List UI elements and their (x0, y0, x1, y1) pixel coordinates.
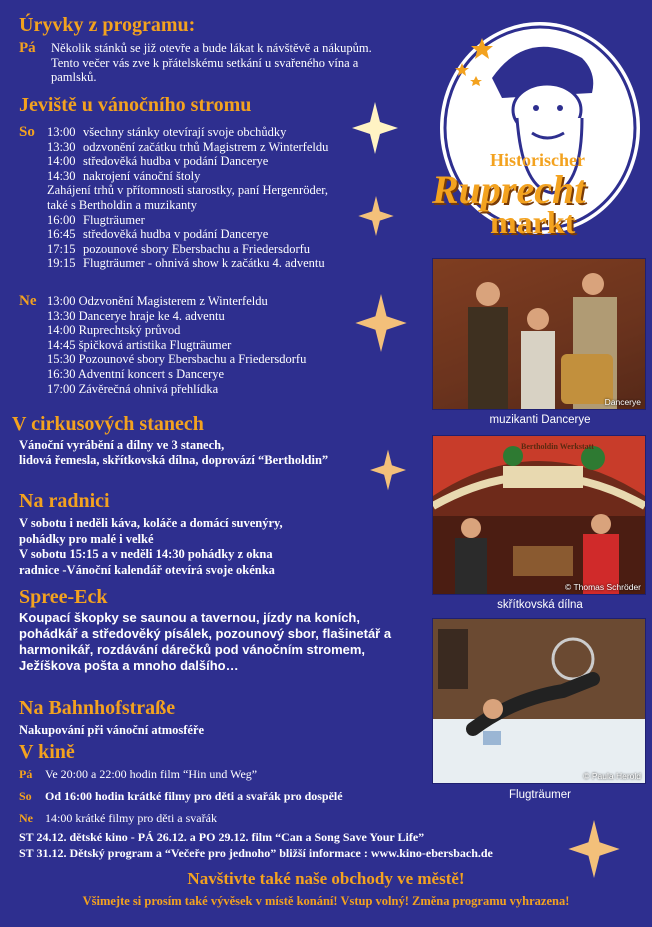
musicians-image (433, 259, 645, 409)
star-icon (352, 102, 398, 154)
section-title-spree: Spree-Eck (19, 586, 108, 608)
photo-workshop (432, 435, 646, 595)
photo-credit: © Paula Herold (583, 771, 641, 781)
day-label: Pá (19, 40, 36, 56)
text-line: Vánoční vyrábění a dílny ve 3 stanech, (19, 438, 225, 452)
radnice-text (19, 516, 419, 578)
schedule-row: 16:45 středověká hudba v podání Dancerye (47, 227, 269, 242)
footer-note: Všimejte si prosím také vývěsek v místě konání! Vstup volný! Změna programu vyhrazena! (82, 894, 570, 908)
schedule-row: 17:00 Závěrečná ohnivá přehlídka (47, 381, 219, 396)
logo-line1: Historischer (490, 150, 585, 170)
star-icon (568, 820, 620, 878)
photo-credit: © Thomas Schröder (564, 582, 641, 592)
text-line: Koupací škopky se saunou a tavernou, jízdy na koních, (19, 610, 360, 625)
schedule-row: Zahájení trhů v přítomnosti starostky, paní Hergenröder, (47, 183, 329, 198)
saturday-schedule (47, 125, 377, 271)
footer-call: Navštivte také naše obchody ve městě! (187, 869, 465, 888)
star-icon (358, 196, 394, 236)
schedule-row: 14:00 středověká hudba v podání Danceryе (47, 154, 269, 169)
logo-line2: Ruprecht (432, 167, 586, 212)
star-icon (370, 448, 406, 492)
text-line: Tento večer vás zve k přátelskému setkání u svařeného vína a (51, 55, 359, 70)
schedule-row: 13:00 všechny stánky otevírají svoje obchůdky (47, 125, 287, 139)
schedule-row: 14:45 špičková artistika Flugträumer (47, 337, 232, 352)
kino-row: Ne 14:00 krátké filmy pro děti a svařák (19, 811, 217, 825)
text-line: Ježíškova pošta a mnoho dalšího… (19, 658, 239, 673)
section-title-uryvky: Úryvky z programu: (19, 14, 196, 36)
kino-row: Pá Ve 20:00 a 22:00 hodin film “Hin und Weg” (19, 767, 258, 781)
text-line: V sobotu 15:15 a v neděli 14:30 pohádky z okna (19, 547, 273, 561)
day-label: Ne (19, 293, 37, 309)
schedule-row: 13:00 Odzvonění Magisterem z Winterfeldu (47, 294, 268, 308)
schedule-row: 13:30 Dancerye hraje ke 4. adventu (47, 308, 225, 323)
schedule-row: 16:00 Flugträumer (47, 212, 145, 227)
photo-credit: Dancerye (604, 397, 641, 407)
photo-dancerye (432, 258, 646, 410)
schedule-row: 15:30 Pozounové sbory Ebersbachu a Friedersdorfu (47, 352, 307, 367)
photo-caption: muzikanti Dancerye (489, 414, 591, 426)
spree-text (19, 610, 429, 674)
schedule-row: také s Bertholdin a muzikanty (47, 197, 197, 212)
cirkus-text (19, 438, 399, 467)
sunday-schedule (47, 294, 377, 396)
logo-line3: markt (490, 204, 576, 240)
section-title-jeviste: Jeviště u vánočního stromu (19, 94, 252, 116)
bahnhof-text: Nakupování při vánoční atmosféře (19, 723, 205, 737)
schedule-row: 14:30 nakrojení vánoční štoly (47, 168, 201, 183)
text-line: ST 31.12. Dětský program a “Večeře pro jednoho” bližší informace : www.kino-ebersbach.de (19, 846, 493, 860)
schedule-row: 13:30 odzvonění začátku trhů Magistrem z Winterfeldu (47, 139, 329, 154)
section-title-bahnhof: Na Bahnhofstraße (19, 697, 176, 719)
text-line: Několik stánků se již otevře a bude lákat k návštěvě a nákupům. (51, 41, 372, 55)
text-line: lidová řemesla, skřítkovská dílna, doprovází “Bertholdin” (19, 452, 329, 467)
text-line: pohádkář a středověký písálek, pozounový sbor, flašinetář a (19, 626, 392, 641)
text-line: V sobotu i neděli káva, koláče a domácí suvenýry, (19, 516, 283, 530)
section-title-radnice: Na radnici (19, 490, 110, 512)
text-line: pamlsků. (51, 70, 97, 85)
photo-caption: skřítkovská dílna (497, 599, 583, 611)
kino-extra (19, 829, 579, 861)
ruprecht-logo (432, 18, 644, 240)
stall-sign: Bertholdin Werkstatt (521, 442, 594, 451)
photo-caption: Flugträumer (509, 789, 571, 801)
section-title-cirkus: V cirkusových stanech (12, 413, 204, 435)
photo-flugtraumer (432, 618, 646, 784)
text-line: ST 24.12. dětské kino - PÁ 26.12. a PO 29.12. film “Can a Song Save Your Life” (19, 830, 425, 844)
schedule-row: 14:00 Ruprechtský průvod (47, 323, 181, 338)
text-line: harmonikář, rozdávání dárečků pod vánočním stromem, (19, 642, 366, 657)
schedule-row: 19:15 Flugträumer - ohnivá show k začátku 4. adventu (47, 256, 325, 271)
star-icon (355, 294, 407, 352)
text-line: radnice -Vánoční kalendář otevírá svoje okénka (19, 562, 275, 577)
day-label: So (19, 124, 35, 140)
schedule-row: 16:30 Adventní koncert s Dancerye (47, 366, 225, 381)
acrobat-image (433, 619, 645, 783)
kino-schedule (19, 767, 439, 833)
text-line: pohádky pro malé i velké (19, 531, 154, 546)
workshop-image (433, 436, 645, 594)
section-title-kino: V kině (19, 741, 75, 763)
kino-row: So Od 16:00 hodin krátké filmy pro děti a svařák pro dospělé (19, 789, 343, 803)
uryvky-text (51, 41, 431, 85)
schedule-row: 17:15 pozounové sbory Ebersbachu a Friedersdorfu (47, 241, 311, 256)
